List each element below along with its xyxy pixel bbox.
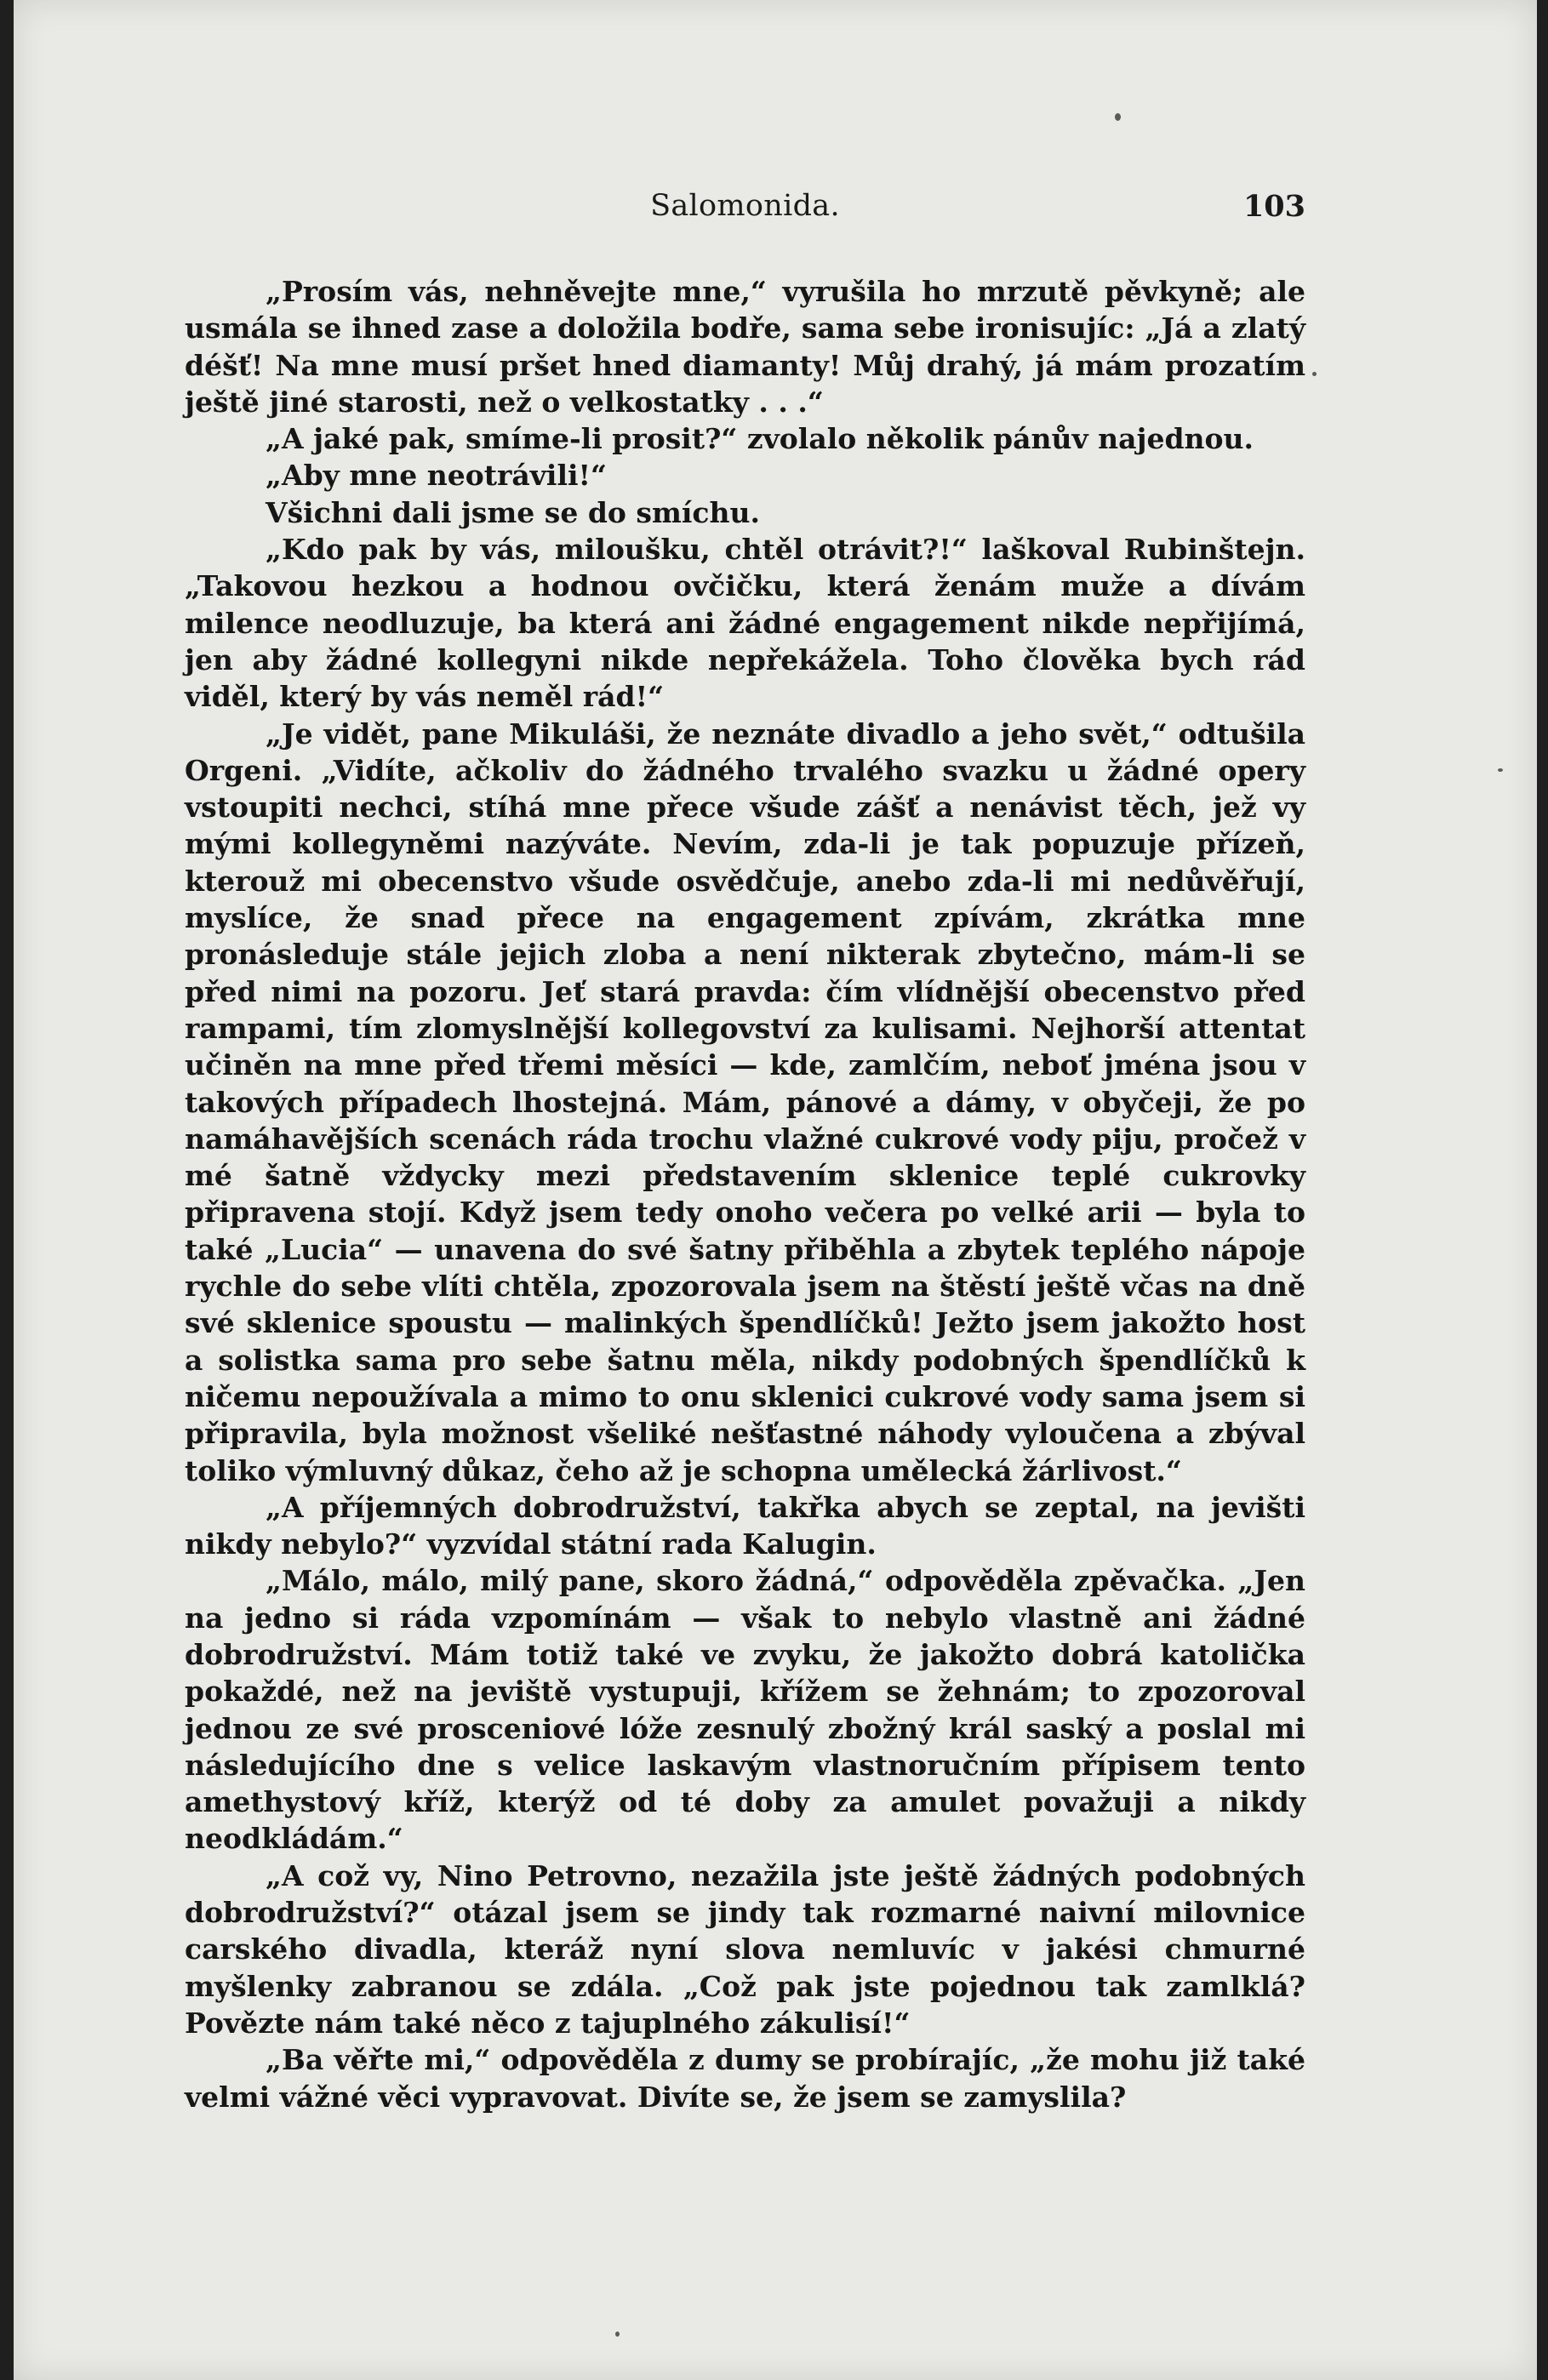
page-header — [185, 189, 1305, 240]
paragraph: „A jaké pak, smíme-li prosit?“ zvolalo několik pánův najednou. — [266, 422, 1254, 456]
paragraph: „Ba věřte mi,“ odpověděla z dumy se probírajíc, „že mohu již také velmi vážné věci vypravovat. Divíte se, že jsem se zamyslila? — [185, 2043, 1305, 2114]
paragraph: „Málo, málo, milý pane, skoro žádná,“ odpověděla zpěvačka. „Jen na jedno si ráda vzpomínám — však to nebylo vlastně ani žádné dobrodružství. Mám totiž také ve zvyku, že jakožto dobrá katolička pokaždé, než na jeviště vystupuji, křížem se žehnám; to zpozoroval jednou ze své prosceniové lóže zesnulý zbožný král saský a poslal mi následujícího dne s velice laskavým vlastnoručním přípisem tento amethystový kříž, kterýž od té doby za amulet považuji a nikdy neodkládám.“ — [185, 1564, 1305, 1856]
book-page — [14, 0, 1537, 2380]
scan-speck — [1312, 372, 1317, 376]
paragraph: „Prosím vás, nehněvejte mne,“ vyrušila ho mrzutě pěvkyně; ale usmála se ihned zase a doložila bodře, sama sebe ironisujíc: „Já a zlatý déšť! Na mne musí pršet hned diamanty! Můj drahý, já mám prozatím ještě jiné starosti, než o velkostatky . . .“ — [185, 275, 1305, 419]
scan-speck — [615, 2331, 620, 2337]
paragraph: „A což vy, Nino Petrovno, nezažila jste ještě žádných podobných dobrodružství?“ otázal jsem se jindy tak rozmarné naivní milovnice carského divadla, kteráž nyní slova nemluvíc v jakési chmurné myšlenky zabranou se zdála. „Což pak jste pojednou tak zamlklá? Povězte nám také něco z tajuplného zákulisí!“ — [185, 1858, 1305, 2040]
page-number: 103 — [1242, 189, 1305, 224]
running-title: Salomonida. — [650, 189, 840, 223]
paragraph: „A příjemných dobrodružství, takřka abych se zeptal, na jevišti nikdy nebylo?“ vyzvídal státní rada Kalugin. — [185, 1490, 1305, 1561]
body-text — [185, 273, 1305, 2115]
paragraph: Všichni dali jsme se do smíchu. — [266, 495, 760, 529]
scan-speck — [1115, 113, 1121, 121]
paragraph: „Kdo pak by vás, miloušku, chtěl otrávit?!“ laškoval Rubinštejn. „Takovou hezkou a hodnou ovčičku, která ženám muže a dívám milence neodluzuje, ba která ani žádné engagement nikde nepřijímá, jen aby žádné kollegyni nikde nepřekážela. Toho člověka bych rád viděl, který by vás neměl rád!“ — [185, 533, 1305, 714]
scan-speck — [1498, 768, 1503, 772]
paragraph: „Aby mne neotrávili!“ — [266, 459, 607, 493]
paragraph: „Je vidět, pane Mikuláši, že neznáte divadlo a jeho svět,“ odtušila Orgeni. „Vidíte, ačkoliv do žádného trvalého svazku u žádné opery vstoupiti nechci, stíhá mne přece všude zášť a nenávist těch, jež vy mými kollegyněmi nazýváte. Nevím, zda-li je tak popuzuje přízeň, kterouž mi obecenstvo všude osvědčuje, anebo zda-li mi nedůvěřují, myslíce, že snad přece na engagement zpívám, zkrátka mne pronásleduje stále jejich zloba a není nikterak zbytečno, mám-li se před nimi na pozoru. Jeť stará pravda: čím vlídnější obecenstvo před rampami, tím zlomyslnější kollegovství za kulisami. Nejhorší attentat učiněn na mne před třemi měsíci — kde, zamlčím, neboť jména jsou v takových případech lhostejná. Mám, pánové a dámy, v obyčeji, že po namáhavějších scenách ráda trochu vlažné cukrové vody piju, pročež v mé šatně vždycky mezi představením sklenice teplé cukrovky připravena stojí. Když jsem tedy onoho večera po velké arii — byla to také „Lucia“ — unavena do své šatny přiběhla a zbytek teplého nápoje rychle do sebe vlíti chtěla, zpozorovala jsem na štěstí ještě včas na dně své sklenice spoustu — malinkých špendlíčků! Ježto jsem jakožto host a solistka sama pro sebe šatnu měla, nikdy podobných špendlíčků k ničemu nepoužívala a mimo to onu sklenici cukrové vody sama jsem si připravila, byla možnost všeliké nešťastné náhody vyloučena a zbýval toliko výmluvný důkaz, čeho až je schopna umělecká žárlivost.“ — [185, 716, 1305, 1487]
